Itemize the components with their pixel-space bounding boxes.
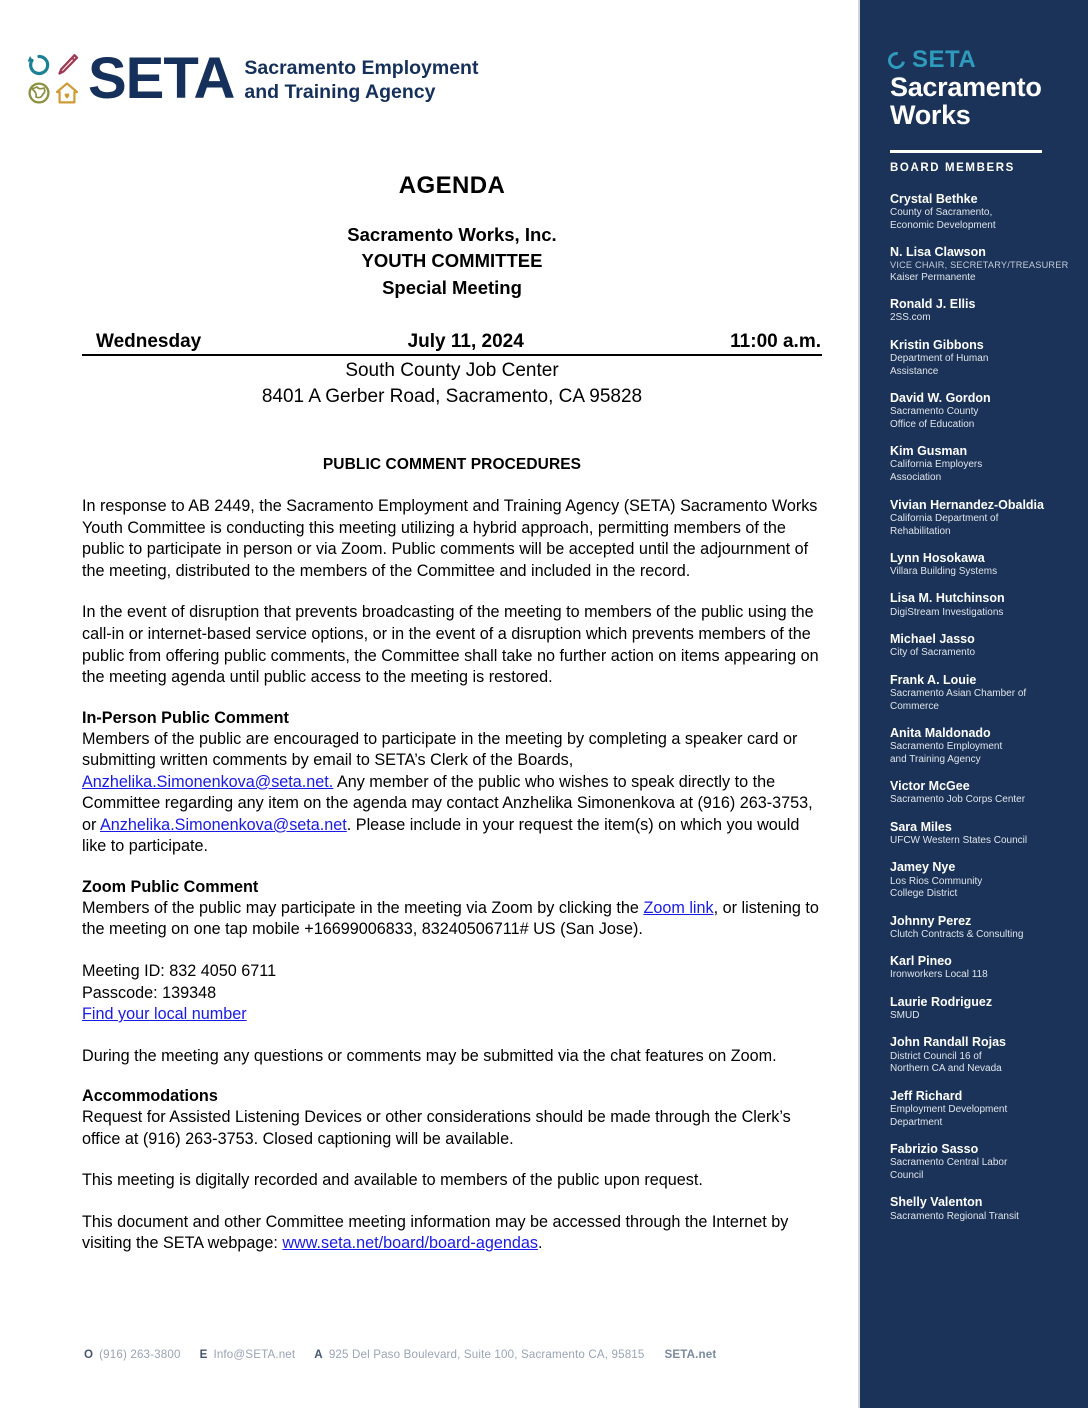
board-member-name: Vivian Hernandez-Obaldia xyxy=(890,497,1044,512)
board-member-name: Victor McGee xyxy=(890,779,970,794)
board-member-organization: Department xyxy=(890,1116,943,1128)
board-member-entry xyxy=(890,860,1070,901)
organization-name: Sacramento Works, Inc. xyxy=(347,224,557,245)
board-member-entry xyxy=(890,391,1070,432)
zoom-credentials-block xyxy=(82,961,822,1026)
pencil-icon xyxy=(54,52,80,78)
board-member-organization: California Department of xyxy=(890,512,999,524)
recycle-circle-icon xyxy=(26,52,52,78)
seta-board-agendas-link[interactable]: www.seta.net/board/board-agendas xyxy=(282,1234,538,1253)
board-member-name: David W. Gordon xyxy=(890,390,991,405)
board-member-entry xyxy=(890,779,1070,807)
board-member-name: Crystal Bethke xyxy=(890,191,978,206)
board-member-name: Karl Pineo xyxy=(890,954,952,969)
board-member-name: Ronald J. Ellis xyxy=(890,296,976,311)
zoom-passcode: Passcode: 139348 xyxy=(82,983,217,1002)
sidebar-divider xyxy=(890,150,1042,153)
board-member-entry xyxy=(890,1195,1070,1223)
board-member-entry xyxy=(890,338,1070,379)
seta-logo-wordmark: SETA xyxy=(88,46,235,112)
board-member-organization: Sacramento Employment xyxy=(890,741,1003,753)
sidebar-brand-row xyxy=(888,48,1070,72)
page-footer xyxy=(84,1348,784,1361)
procedures-paragraph-1: In response to AB 2449, the Sacramento Employment and Training Agency (SETA) Sacramento Works Youth Committee is conducting this meeting utilizing a hybrid approach, permitting members of the public to participate in person or via Zoom. Public comments will be accepted until the adjournment of the meeting, distributed to the members of the Committee and included in the record. xyxy=(82,497,818,580)
board-member-entry xyxy=(890,591,1070,619)
house-heart-icon xyxy=(54,80,80,106)
board-member-organization: Council xyxy=(890,1170,924,1182)
board-member-organization: Employment Development xyxy=(890,1103,1008,1115)
accommodations-text: Request for Assisted Listening Devices or other considerations should be made through the Clerk’s office at (916) 263-3753. Closed captioning will be available. xyxy=(82,1108,791,1148)
page-title: AGENDA xyxy=(398,172,506,199)
webpage-note-text: This document and other Committee meeting information may be accessed through the Internet by visiting the SETA webpage: xyxy=(82,1212,789,1253)
board-member-organization: DigiStream Investigations xyxy=(890,606,1004,618)
board-member-name: Kim Gusman xyxy=(890,444,968,459)
meeting-time: 11:00 a.m. xyxy=(730,330,821,352)
clerk-email-link-2[interactable]: Anzhelika.Simonenkova@seta.net xyxy=(100,815,347,834)
webpage-note xyxy=(82,1212,822,1255)
zoom-text-b: , or listening to the meeting on one tap mobile +16699006833, 83240506711# US (San Jose). xyxy=(82,898,819,939)
globe-icon xyxy=(26,80,52,106)
board-member-name: Anita Maldonado xyxy=(890,725,991,740)
committee-name: YOUTH COMMITTEE xyxy=(361,250,543,272)
footer-phone: (916) 263-3800 xyxy=(99,1348,181,1361)
webpage-note-period: . xyxy=(537,1234,543,1253)
board-member-organization: Sacramento County xyxy=(890,406,979,418)
footer-email: Info@SETA.net xyxy=(213,1348,296,1361)
seta-logo xyxy=(26,46,479,112)
board-member-entry xyxy=(890,914,1070,942)
board-member-name: Michael Jasso xyxy=(890,632,975,646)
board-member-organization: Ironworkers Local 118 xyxy=(890,969,988,981)
board-member-organization: Office of Education xyxy=(890,418,975,430)
board-member-entry xyxy=(890,297,1070,325)
sidebar-brand-mark: SETA xyxy=(912,46,977,73)
meeting-type: Special Meeting xyxy=(382,276,522,298)
board-member-name: Laurie Rodriguez xyxy=(890,994,993,1009)
zoom-chat-note: During the meeting any questions or comments may be submitted via the chat features on Zoom. xyxy=(82,1046,777,1065)
sidebar-brand-title-line1: Sacramento xyxy=(890,72,1042,102)
board-member-entry xyxy=(890,551,1070,579)
seta-logo-tagline-line1: Sacramento Employment xyxy=(244,56,479,79)
sidebar-brand-title-line2: Works xyxy=(890,99,971,130)
accommodations-heading: Accommodations xyxy=(82,1087,218,1106)
meeting-dateline xyxy=(82,331,822,356)
board-member-role: VICE CHAIR, SECRETARY/TREASURER xyxy=(890,260,1069,271)
board-member-organization: Department of Human xyxy=(890,352,989,364)
board-member-organization: Sacramento Central Labor xyxy=(890,1157,1008,1169)
in-person-comment-text xyxy=(82,729,822,858)
board-member-name: Sara Miles xyxy=(890,819,952,834)
board-member-name: Kristin Gibbons xyxy=(890,337,984,352)
board-member-organization: Rehabilitation xyxy=(890,525,951,537)
in-person-comment-heading: In-Person Public Comment xyxy=(82,708,289,727)
board-member-organization: UFCW Western States Council xyxy=(890,835,1028,847)
seta-logo-tagline-line2: and Training Agency xyxy=(244,80,436,103)
public-comment-procedures-heading: PUBLIC COMMENT PROCEDURES xyxy=(322,456,582,474)
board-member-entry xyxy=(890,995,1070,1023)
zoom-link[interactable]: Zoom link xyxy=(643,898,714,917)
zoom-comment-heading: Zoom Public Comment xyxy=(82,877,259,896)
board-member-name: Jeff Richard xyxy=(890,1088,963,1103)
board-member-entry xyxy=(890,954,1070,982)
board-member-organization: Sacramento Asian Chamber of xyxy=(890,687,1027,699)
find-local-number-link[interactable]: Find your local number xyxy=(82,1005,247,1024)
board-member-name: N. Lisa Clawson xyxy=(890,244,986,259)
board-member-entry xyxy=(890,245,1070,285)
board-member-name: Lynn Hosokawa xyxy=(890,550,985,565)
board-member-organization: College District xyxy=(890,888,958,900)
sidebar-circle-icon xyxy=(885,48,909,72)
board-member-entry xyxy=(890,1035,1070,1076)
board-member-entry xyxy=(890,726,1070,767)
sidebar-brand-title xyxy=(890,74,1070,130)
board-member-organization: Northern CA and Nevada xyxy=(890,1063,1002,1075)
board-member-organization: Economic Development xyxy=(890,219,996,231)
board-member-organization: Clutch Contracts & Consulting xyxy=(890,928,1024,940)
board-member-organization: Los Rios Community xyxy=(890,875,983,887)
procedures-paragraph-2: In the event of disruption that prevents broadcasting of the meeting to members of the public using the call-in or internet-based service options, or in the event of a disruption which prevents members of the public from offering public comments, the Committee shall take no further action on items appearing on the meeting agenda until public access to the meeting is restored. xyxy=(82,603,819,687)
footer-email-label: E xyxy=(199,1348,208,1361)
board-member-organization: Sacramento Regional Transit xyxy=(890,1210,1019,1222)
board-member-organization: Association xyxy=(890,472,942,484)
board-member-name: Jamey Nye xyxy=(890,860,956,875)
sidebar-section-label: BOARD MEMBERS xyxy=(890,161,1015,174)
in-person-text-b: Any member of the public who wishes to speak directly to the Committee regarding any item on the agenda may contact Anzhelika Simonenkova at (916) 263-3753, or xyxy=(82,772,813,834)
board-member-entry xyxy=(890,1142,1070,1183)
in-person-text-a: Members of the public are encouraged to participate in the meeting by completing a speaker card or submitting written comments by email to SETA’s Clerk of the Boards, xyxy=(82,729,798,770)
in-person-text-c: . Please include in your request the item(s) on which you would like to participate. xyxy=(82,815,800,856)
board-member-name: Fabrizio Sasso xyxy=(890,1142,979,1156)
board-member-organization: City of Sacramento xyxy=(890,647,976,659)
meeting-date: July 11, 2024 xyxy=(407,330,524,352)
board-member-entry xyxy=(890,498,1070,539)
zoom-meeting-id: Meeting ID: 832 4050 6711 xyxy=(82,961,277,980)
board-member-entry xyxy=(890,673,1070,714)
board-member-organization: Kaiser Permanente xyxy=(890,271,976,283)
board-member-entry xyxy=(890,192,1070,233)
board-member-organization: Villara Building Systems xyxy=(890,566,998,578)
board-member-entry xyxy=(890,1089,1070,1130)
board-member-name: John Randall Rojas xyxy=(890,1035,1006,1050)
board-member-name: Lisa M. Hutchinson xyxy=(890,591,1005,606)
document-body xyxy=(82,172,822,1275)
footer-address-label: A xyxy=(314,1348,323,1361)
seta-logo-tagline xyxy=(244,57,478,105)
meeting-subtitle-block xyxy=(82,222,822,301)
board-member-organization: Assistance xyxy=(890,365,939,377)
board-member-entry xyxy=(890,444,1070,485)
footer-website[interactable]: SETA.net xyxy=(664,1348,717,1361)
footer-address: 925 Del Paso Boulevard, Suite 100, Sacramento CA, 95815 xyxy=(328,1348,645,1361)
board-member-organization: County of Sacramento, xyxy=(890,206,993,218)
board-member-organization: Commerce xyxy=(890,700,939,712)
board-member-entry xyxy=(890,632,1070,660)
zoom-text-a: Members of the public may participate in the meeting via Zoom by clicking the xyxy=(82,898,644,917)
meeting-venue xyxy=(82,358,822,410)
meeting-day: Wednesday xyxy=(96,330,202,352)
board-member-name: Frank A. Louie xyxy=(890,672,977,687)
board-members-list xyxy=(888,192,1070,1224)
board-member-entry xyxy=(890,820,1070,848)
board-member-organization: and Training Agency xyxy=(890,753,981,765)
venue-address: 8401 A Gerber Road, Sacramento, CA 95828 xyxy=(261,386,643,408)
board-member-name: Shelly Valenton xyxy=(890,1195,983,1210)
zoom-comment-text xyxy=(82,898,822,941)
board-member-organization: Sacramento Job Corps Center xyxy=(890,794,1026,806)
board-member-name: Johnny Perez xyxy=(890,913,972,928)
board-member-organization: District Council 16 of xyxy=(890,1050,982,1062)
clerk-email-link-1[interactable]: Anzhelika.Simonenkova@seta.net. xyxy=(82,772,334,791)
board-members-sidebar xyxy=(858,0,1088,1408)
board-member-organization: SMUD xyxy=(890,1010,920,1022)
footer-phone-label: O xyxy=(84,1348,94,1361)
board-member-organization: California Employers xyxy=(890,459,983,471)
board-member-organization: 2SS.com xyxy=(890,312,931,324)
recording-note: This meeting is digitally recorded and available to members of the public upon request. xyxy=(82,1171,703,1190)
seta-logo-icon-cluster xyxy=(26,52,80,106)
venue-name: South County Job Center xyxy=(345,359,559,381)
